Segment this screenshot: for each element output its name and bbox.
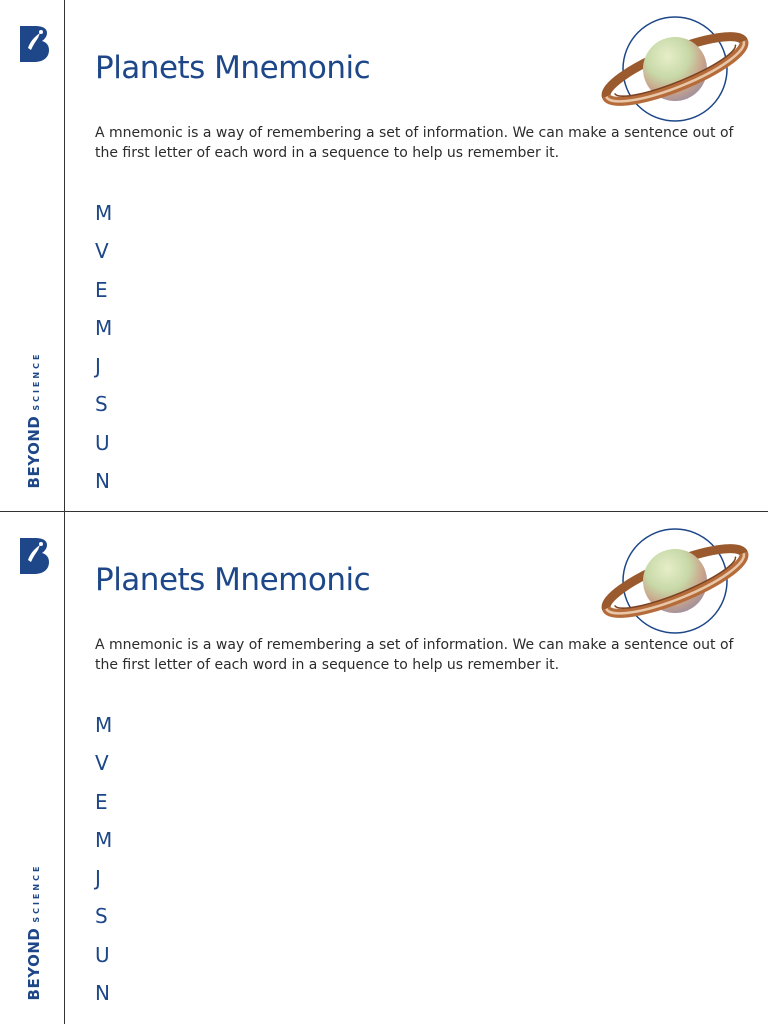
worksheet-bottom	[0, 512, 768, 1024]
letter-uranus: U	[95, 942, 110, 967]
beyond-b-logo-icon	[14, 22, 52, 66]
beyond-b-logo-icon	[14, 534, 52, 578]
letter-saturn: S	[95, 392, 108, 417]
letter-venus: V	[95, 239, 109, 264]
brand-secondary: SCIENCE	[32, 863, 41, 923]
mnemonic-letters	[95, 712, 112, 1018]
brand-wordmark	[26, 352, 42, 489]
brand-primary: BEYOND	[25, 415, 43, 489]
mnemonic-letters	[95, 200, 112, 506]
letter-uranus: U	[95, 430, 110, 455]
description-text: A mnemonic is a way of remembering a set of information. We can make a sentence out of the first letter of each word in a sequence to help us remember it.	[95, 125, 734, 161]
page-title: Planets Mnemonic	[95, 50, 371, 86]
letter-mars: M	[95, 827, 113, 852]
margin-line	[64, 0, 65, 512]
saturn-planet-icon	[598, 524, 756, 638]
letter-neptune: N	[95, 981, 110, 1006]
letter-venus: V	[95, 751, 109, 776]
brand-primary: BEYOND	[25, 927, 43, 1001]
letter-mercury: M	[95, 201, 113, 225]
page-title: Planets Mnemonic	[95, 562, 371, 598]
brand-secondary: SCIENCE	[32, 351, 41, 411]
description-text: A mnemonic is a way of remembering a set of information. We can make a sentence out of the first letter of each word in a sequence to help us remember it.	[95, 637, 734, 673]
letter-earth: E	[95, 789, 108, 814]
brand-wordmark	[26, 864, 42, 1001]
letter-mars: M	[95, 315, 113, 340]
letter-jupiter: J	[95, 866, 101, 891]
saturn-planet-icon	[598, 12, 756, 126]
letter-earth: E	[95, 277, 108, 302]
letter-mercury: M	[95, 713, 113, 737]
margin-line	[64, 512, 65, 1024]
letter-jupiter: J	[95, 354, 101, 379]
letter-neptune: N	[95, 469, 110, 494]
letter-saturn: S	[95, 904, 108, 929]
